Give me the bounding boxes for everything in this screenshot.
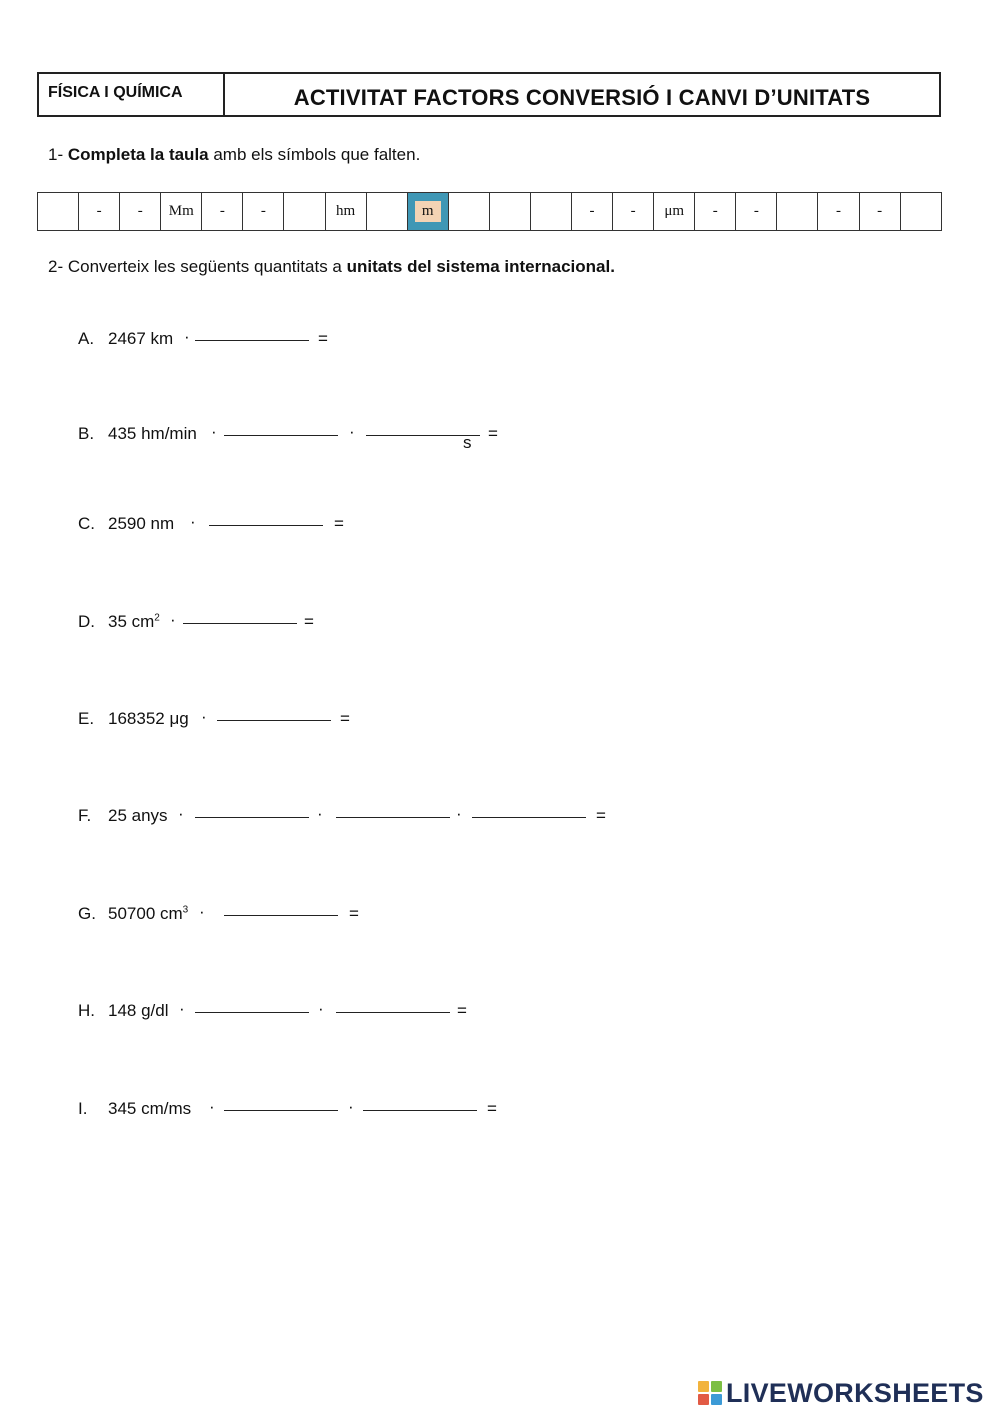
exercise-quantity: 2467 km — [108, 329, 174, 348]
unit-cell[interactable] — [900, 193, 941, 231]
page-title: ACTIVITAT FACTORS CONVERSIÓ I CANVI D’UNITATS — [293, 85, 871, 110]
exercise-quantity — [108, 612, 160, 632]
answer-line[interactable] — [195, 1012, 309, 1013]
unit-cell[interactable] — [448, 193, 489, 231]
exercise-quantity: 2590 nm — [108, 514, 175, 533]
denominator-unit: s — [463, 433, 472, 452]
equals-sign: = — [596, 806, 606, 825]
answer-line[interactable] — [224, 915, 338, 916]
unit-cell: - — [572, 193, 613, 231]
unit-cell: - — [736, 193, 777, 231]
equals-sign: = — [488, 424, 498, 443]
answer-line[interactable] — [224, 1110, 338, 1111]
logo-tile — [698, 1394, 709, 1405]
multiply-dot: · — [184, 327, 190, 346]
multiply-dot: · — [179, 999, 185, 1018]
logo-text: LIVEWORKSHEETS — [726, 1377, 984, 1408]
equals-sign: = — [318, 329, 328, 348]
answer-line[interactable] — [217, 720, 331, 721]
unit-cell[interactable] — [366, 193, 407, 231]
section2-prefix: 2- Converteix les següents quantitats a — [48, 257, 347, 276]
section2-bold: unitats del sistema internacional. — [346, 257, 615, 276]
answer-line[interactable] — [363, 1110, 477, 1111]
multiply-dot: · — [190, 512, 196, 531]
equals-sign: = — [304, 612, 314, 631]
unit-cell[interactable] — [489, 193, 530, 231]
exercise-letter: G. — [78, 904, 96, 923]
exercise-letter: C. — [78, 514, 95, 533]
section2-instruction — [48, 257, 615, 277]
unit-cell: - — [243, 193, 284, 231]
multiply-dot: · — [317, 804, 323, 823]
multiply-dot: · — [456, 804, 462, 823]
logo-tile — [711, 1381, 722, 1392]
units-row — [38, 193, 942, 231]
exercise-letter: B. — [78, 424, 95, 443]
unit-cell: - — [120, 193, 161, 231]
unit-cell: μm — [654, 193, 695, 231]
section1-number: 1- — [48, 145, 64, 164]
answer-line[interactable] — [336, 817, 450, 818]
multiply-dot: · — [199, 902, 205, 921]
multiply-dot: · — [211, 422, 217, 441]
exercise-quantity: 148 g/dl — [108, 1001, 169, 1020]
answer-line[interactable] — [209, 525, 323, 526]
equals-sign: = — [457, 1001, 467, 1020]
multiply-dot: · — [318, 999, 324, 1018]
logo-tile — [711, 1394, 722, 1405]
units-table — [37, 192, 942, 231]
multiply-dot: · — [349, 422, 355, 441]
answer-line[interactable] — [195, 340, 309, 341]
unit-cell[interactable] — [530, 193, 571, 231]
unit-cell: - — [79, 193, 120, 231]
answer-line[interactable] — [336, 1012, 450, 1013]
multiply-dot: · — [178, 804, 184, 823]
answer-line[interactable] — [224, 435, 338, 436]
section1-instruction — [48, 145, 420, 165]
liveworksheets-logo — [698, 1376, 984, 1410]
quantity-value: 35 cm — [108, 612, 155, 631]
header-box — [37, 72, 941, 117]
section1-bold: Completa la taula — [67, 145, 209, 164]
unit-cell[interactable] — [284, 193, 325, 231]
exercise-quantity: 345 cm/ms — [108, 1099, 192, 1118]
equals-sign: = — [334, 514, 344, 533]
multiply-dot: · — [209, 1097, 215, 1116]
answer-line[interactable] — [183, 623, 297, 624]
exercise-letter: A. — [78, 329, 95, 348]
unit-cell: Mm — [161, 193, 202, 231]
unit-cell: - — [202, 193, 243, 231]
multiply-dot: · — [348, 1097, 354, 1116]
answer-line[interactable] — [195, 817, 309, 818]
exercise-quantity: 25 anys — [108, 806, 168, 825]
multiply-dot: · — [201, 707, 207, 726]
section1-rest: amb els símbols que falten. — [208, 145, 421, 164]
exercise-quantity: 168352 μg — [108, 709, 189, 728]
equals-sign: = — [340, 709, 350, 728]
exercise-quantity: 435 hm/min — [108, 424, 197, 443]
unit-cell: hm — [325, 193, 366, 231]
answer-line[interactable] — [472, 817, 586, 818]
unit-cell: - — [818, 193, 859, 231]
equals-sign: = — [349, 904, 359, 923]
exercise-letter: F. — [78, 806, 92, 825]
multiply-dot: · — [170, 610, 176, 629]
unit-cell: - — [695, 193, 736, 231]
unit-cell-highlight — [407, 193, 448, 231]
logo-icon — [698, 1381, 722, 1405]
unit-cell-base: m — [415, 201, 441, 222]
quantity-value: 50700 cm — [108, 904, 183, 923]
exercise-quantity — [108, 904, 188, 924]
logo-tile — [698, 1381, 709, 1392]
exercise-letter: E. — [78, 709, 95, 728]
equals-sign: = — [487, 1099, 497, 1118]
exercise-letter: D. — [78, 612, 95, 631]
exponent: 3 — [182, 904, 189, 916]
subject-label: FÍSICA I QUÍMICA — [39, 74, 225, 115]
unit-cell[interactable] — [777, 193, 818, 231]
unit-cell: - — [859, 193, 900, 231]
unit-cell: - — [613, 193, 654, 231]
exercise-letter: I. — [78, 1099, 88, 1118]
exercise-letter: H. — [78, 1001, 95, 1020]
exponent: 2 — [154, 612, 160, 624]
unit-cell[interactable] — [38, 193, 79, 231]
